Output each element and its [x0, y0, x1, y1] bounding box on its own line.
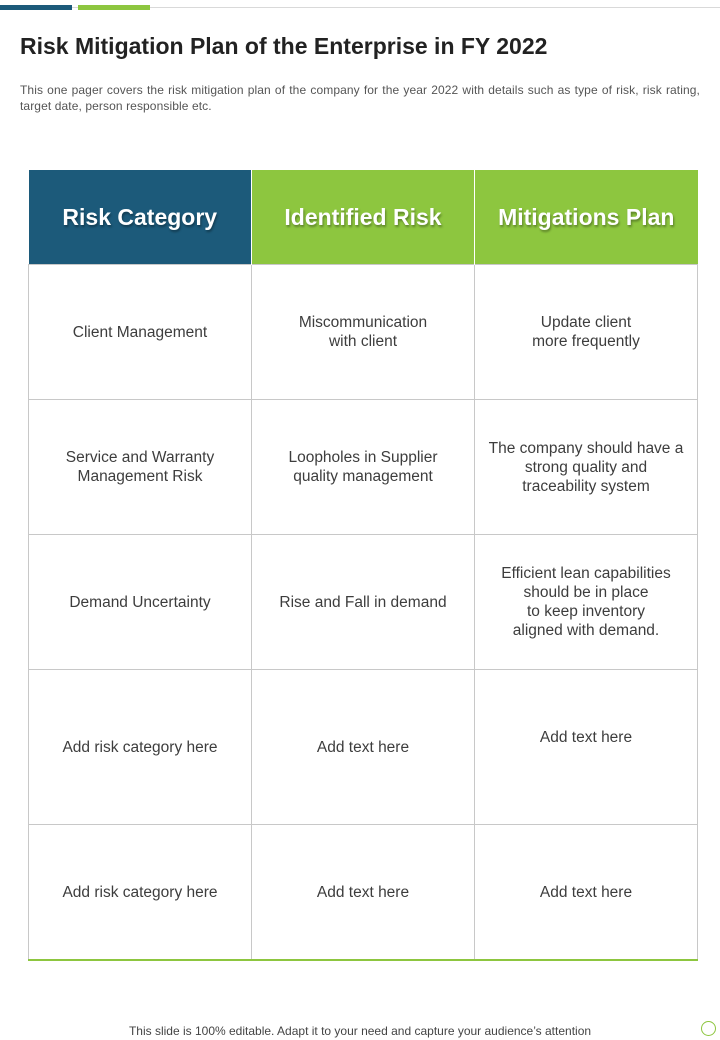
cell-risk-category: Add risk category here: [29, 825, 252, 961]
corner-circle-icon: [701, 1021, 716, 1036]
header-mitigations-plan: Mitigations Plan: [475, 170, 698, 265]
cell-mitigation-plan: Add text here: [475, 670, 698, 825]
cell-risk-category: Demand Uncertainty: [29, 535, 252, 670]
cell-identified-risk: Add text here: [252, 670, 475, 825]
page-subtitle: This one pager covers the risk mitigation plan of the company for the year 2022 with details such as type of risk, risk rating, target date, person responsible etc.: [20, 83, 700, 113]
cell-identified-risk: Loopholes in Supplier quality management: [252, 400, 475, 535]
risk-mitigation-table: [28, 170, 698, 961]
table-row: [29, 670, 698, 825]
footer-note: This slide is 100% editable. Adapt it to your need and capture your audience’s attention: [128, 1024, 592, 1038]
cell-risk-category: Add risk category here: [29, 670, 252, 825]
cell-identified-risk: Miscommunication with client: [252, 265, 475, 400]
cell-mitigation-plan: Add text here: [475, 825, 698, 961]
cell-risk-category: Client Management: [29, 265, 252, 400]
table-row: [29, 825, 698, 961]
table-row: [29, 400, 698, 535]
table-row: [29, 265, 698, 400]
cell-identified-risk: Add text here: [252, 825, 475, 961]
header-risk-category: Risk Category: [29, 170, 252, 265]
page-title: Risk Mitigation Plan of the Enterprise in FY 2022: [20, 33, 548, 59]
cell-identified-risk: Rise and Fall in demand: [252, 535, 475, 670]
cell-mitigation-plan: The company should have a strong quality and traceability system: [475, 400, 698, 535]
accent-bar-blue: [0, 5, 72, 10]
cell-mitigation-plan: Update client more frequently: [475, 265, 698, 400]
accent-bar-green: [78, 5, 150, 10]
header-identified-risk: Identified Risk: [252, 170, 475, 265]
cell-mitigation-plan: Efficient lean capabilities should be in place to keep inventory aligned with demand.: [475, 535, 698, 670]
cell-risk-category: Service and Warranty Management Risk: [29, 400, 252, 535]
table-header-row: [29, 170, 698, 265]
table-row: [29, 535, 698, 670]
